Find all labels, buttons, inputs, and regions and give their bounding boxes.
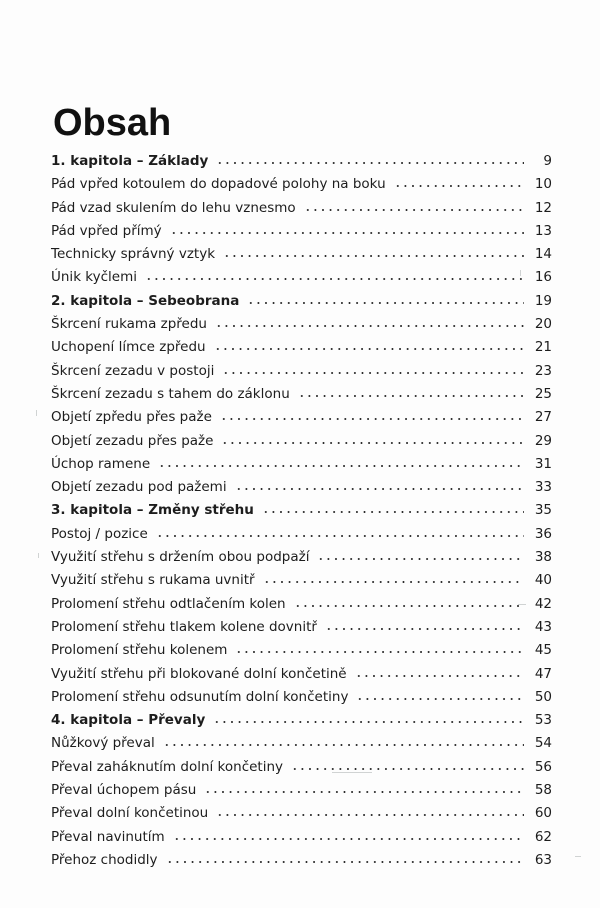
toc-page-number: 60 bbox=[534, 805, 552, 822]
dot-leader bbox=[143, 269, 524, 281]
toc-entry-label: Převal dolní končetinou bbox=[51, 805, 209, 822]
toc-entry-label: Škrcení zezadu s tahem do záklonu bbox=[51, 385, 290, 402]
toc-page-number: 40 bbox=[534, 572, 552, 589]
dot-leader bbox=[233, 642, 524, 654]
toc-entry-label: Škrcení rukama zpředu bbox=[51, 316, 207, 333]
toc-page-number: 10 bbox=[534, 176, 552, 193]
toc-page-number: 13 bbox=[534, 222, 552, 239]
table-of-contents bbox=[51, 150, 552, 872]
toc-page-number: 35 bbox=[534, 502, 552, 519]
toc-page-number: 25 bbox=[534, 385, 552, 402]
toc-entry-label: Pád vpřed kotoulem do dopadové polohy na boku bbox=[51, 176, 386, 193]
toc-entry-label: Postoj / pozice bbox=[51, 525, 148, 542]
toc-page-number: 16 bbox=[534, 269, 552, 286]
toc-page-number: 23 bbox=[534, 362, 552, 379]
toc-entry-row bbox=[51, 173, 552, 196]
toc-entry-label: Přehoz chodidly bbox=[51, 851, 158, 868]
dot-leader bbox=[220, 363, 524, 375]
toc-page-number: 50 bbox=[534, 688, 552, 705]
toc-entry-row bbox=[51, 383, 552, 406]
dot-leader bbox=[296, 386, 524, 398]
toc-entry-label: Prolomení střehu odsunutím dolní končetiny bbox=[51, 688, 349, 705]
dot-leader bbox=[315, 549, 524, 561]
toc-entry-row bbox=[51, 243, 552, 266]
toc-entry-row bbox=[51, 523, 552, 546]
toc-entry-row bbox=[51, 476, 552, 499]
toc-entry-row bbox=[51, 360, 552, 383]
toc-entry-label: Převal navinutím bbox=[51, 828, 165, 845]
toc-page-number: 29 bbox=[534, 432, 552, 449]
toc-page-number: 43 bbox=[534, 618, 552, 635]
toc-entry-label: Únik kyčlemi bbox=[51, 269, 138, 286]
dot-leader bbox=[213, 316, 524, 328]
dot-leader bbox=[164, 852, 524, 864]
dot-leader bbox=[214, 805, 524, 817]
dot-leader bbox=[168, 223, 524, 235]
toc-page-number: 54 bbox=[534, 735, 552, 752]
toc-page-number: 53 bbox=[534, 712, 552, 729]
toc-page-number: 42 bbox=[534, 595, 552, 612]
toc-entry-row bbox=[51, 639, 552, 662]
toc-entry-row bbox=[51, 593, 552, 616]
toc-page-number: 38 bbox=[534, 549, 552, 566]
toc-entry-label: Objetí zpředu přes paže bbox=[51, 409, 212, 426]
toc-page-number: 33 bbox=[534, 479, 552, 496]
toc-page-number: 27 bbox=[534, 409, 552, 426]
toc-entry-row bbox=[51, 266, 552, 289]
toc-entry-label: Využití střehu s držením obou podpaží bbox=[51, 549, 310, 566]
toc-entry-label: Uchopení límce zpředu bbox=[51, 339, 206, 356]
toc-chapter-label: 4. kapitola – Převaly bbox=[51, 712, 206, 729]
dot-leader bbox=[214, 153, 524, 165]
toc-entry-row bbox=[51, 686, 552, 709]
toc-entry-row bbox=[51, 197, 552, 220]
toc-entry-row bbox=[51, 849, 552, 872]
toc-page-number: 14 bbox=[534, 246, 552, 263]
dot-leader bbox=[211, 712, 524, 724]
toc-chapter-row bbox=[51, 150, 552, 173]
dot-leader bbox=[289, 759, 524, 771]
toc-entry-row bbox=[51, 220, 552, 243]
dot-leader bbox=[161, 735, 524, 747]
toc-entry-label: Škrcení zezadu v postoji bbox=[51, 362, 215, 379]
toc-chapter-label: 3. kapitola – Změny střehu bbox=[51, 502, 254, 519]
toc-page-number: 63 bbox=[534, 851, 552, 868]
toc-entry-label: Objetí zezadu přes paže bbox=[51, 432, 214, 449]
toc-chapter-row bbox=[51, 709, 552, 732]
toc-chapter-row bbox=[51, 499, 552, 522]
dot-leader bbox=[202, 782, 524, 794]
dot-leader bbox=[221, 246, 524, 258]
dot-leader bbox=[156, 456, 524, 468]
toc-entry-label: Prolomení střehu odtlačením kolen bbox=[51, 595, 286, 612]
toc-entry-row bbox=[51, 453, 552, 476]
toc-entry-row bbox=[51, 430, 552, 453]
toc-entry-row bbox=[51, 756, 552, 779]
dot-leader bbox=[323, 619, 524, 631]
toc-entry-label: Nůžkový převal bbox=[51, 735, 155, 752]
toc-entry-label: Využití střehu při blokované dolní končetině bbox=[51, 665, 347, 682]
toc-page-number: 12 bbox=[534, 199, 552, 216]
toc-chapter-row bbox=[51, 290, 552, 313]
toc-entry-label: Pád vzad skulením do lehu vznesmo bbox=[51, 199, 296, 216]
toc-entry-row bbox=[51, 546, 552, 569]
toc-page-number: 19 bbox=[534, 292, 552, 309]
dot-leader bbox=[261, 572, 524, 584]
dot-leader bbox=[260, 502, 524, 514]
dot-leader bbox=[233, 479, 524, 491]
dot-leader bbox=[218, 409, 524, 421]
toc-page-number: 58 bbox=[534, 782, 552, 799]
toc-entry-row bbox=[51, 406, 552, 429]
toc-entry-label: Prolomení střehu kolenem bbox=[51, 642, 228, 659]
toc-entry-row bbox=[51, 336, 552, 359]
toc-entry-row bbox=[51, 779, 552, 802]
dot-leader bbox=[353, 666, 524, 678]
toc-page-number: 62 bbox=[534, 828, 552, 845]
toc-page-number: 21 bbox=[534, 339, 552, 356]
dot-leader bbox=[219, 433, 524, 445]
toc-page-number: 56 bbox=[534, 758, 552, 775]
toc-entry-label: Převal zaháknutím dolní končetiny bbox=[51, 758, 284, 775]
dot-leader bbox=[154, 526, 524, 538]
page-title: Obsah bbox=[53, 102, 172, 144]
toc-entry-label: Technicky správný vztyk bbox=[51, 246, 216, 263]
toc-entry-label: Využití střehu s rukama uvnitř bbox=[51, 572, 255, 589]
toc-entry-row bbox=[51, 826, 552, 849]
toc-entry-row bbox=[51, 802, 552, 825]
toc-page-number: 20 bbox=[534, 316, 552, 333]
toc-page-number: 47 bbox=[534, 665, 552, 682]
toc-entry-label: Převal úchopem pásu bbox=[51, 782, 197, 799]
toc-entry-row bbox=[51, 313, 552, 336]
dot-leader bbox=[245, 293, 524, 305]
toc-entry-row bbox=[51, 616, 552, 639]
toc-chapter-label: 1. kapitola – Základy bbox=[51, 153, 209, 169]
toc-entry-row bbox=[51, 663, 552, 686]
toc-entry-label: Prolomení střehu tlakem kolene dovnitř bbox=[51, 618, 317, 635]
dot-leader bbox=[171, 829, 524, 841]
dot-leader bbox=[292, 596, 524, 608]
toc-entry-label: Objetí zezadu pod pažemi bbox=[51, 479, 227, 496]
dot-leader bbox=[392, 176, 524, 188]
toc-page-number: 31 bbox=[534, 455, 552, 472]
toc-entry-row bbox=[51, 569, 552, 592]
toc-entry-label: Pád vpřed přímý bbox=[51, 222, 162, 239]
toc-page-number: 9 bbox=[543, 153, 552, 169]
dot-leader bbox=[354, 689, 524, 701]
toc-page-number: 45 bbox=[534, 642, 552, 659]
toc-chapter-label: 2. kapitola – Sebeobrana bbox=[51, 292, 240, 309]
dot-leader bbox=[212, 339, 524, 351]
toc-entry-label: Úchop ramene bbox=[51, 455, 151, 472]
toc-entry-row bbox=[51, 732, 552, 755]
toc-page-number: 36 bbox=[534, 525, 552, 542]
dot-leader bbox=[302, 200, 524, 212]
